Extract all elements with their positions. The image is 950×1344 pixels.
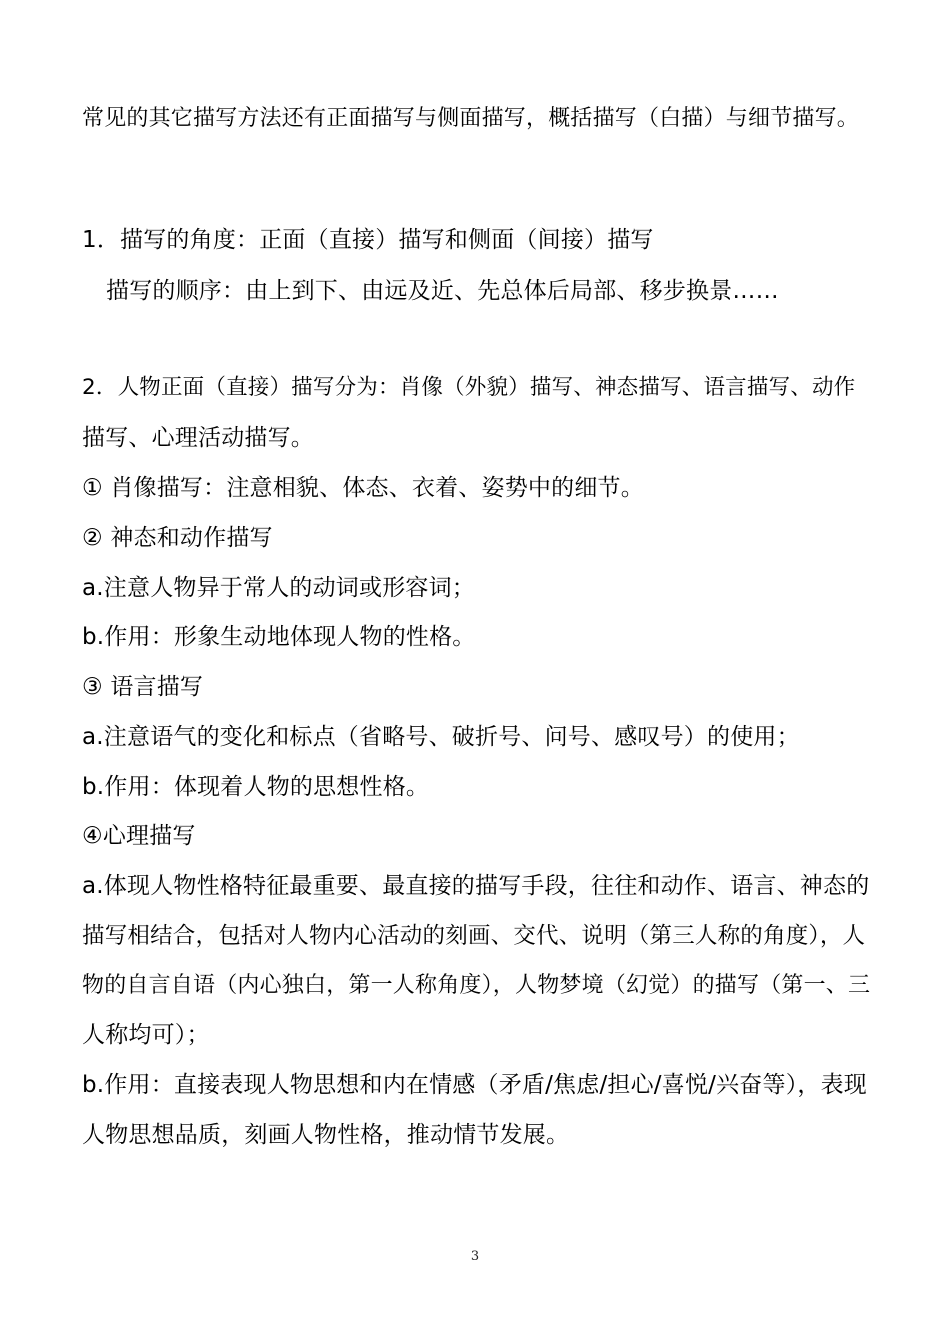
psychology-point-a-line-2: 描写相结合，包括对人物内心活动的刻画、交代、说明（第三人称的角度），人 [82, 923, 866, 949]
speech-point-b: b.作用：体现着人物的思想性格。 [82, 774, 430, 800]
psychology-point-b-line-1: b.作用：直接表现人物思想和内在情感（矛盾/焦虑/担心/喜悦/兴奋等），表现 [82, 1072, 868, 1098]
demeanor-point-b: b.作用：形象生动地体现人物的性格。 [82, 624, 476, 650]
demeanor-point-a: a.注意人物异于常人的动词或形容词； [82, 575, 476, 601]
psychology-point-a-line-1: a.体现人物性格特征最重要、最直接的描写手段，往往和动作、语言、神态的 [82, 873, 870, 899]
demeanor-action-title: ② 神态和动作描写 [82, 525, 273, 551]
portrait-description-item: ① 肖像描写：注意相貌、体态、衣着、姿势中的细节。 [82, 475, 644, 501]
section-1-heading: 1．描写的角度：正面（直接）描写和侧面（间接）描写 [82, 227, 654, 253]
description-order-line: 描写的顺序：由上到下、由远及近、先总体后局部、移步换景…… [106, 278, 779, 304]
section-2-heading-line-2: 描写、心理活动描写。 [82, 425, 314, 451]
psychology-point-a-line-4: 人称均可）； [82, 1022, 210, 1048]
psychology-description-title: ④心理描写 [82, 823, 196, 849]
section-2-heading-line-1: 2．人物正面（直接）描写分为：肖像（外貌）描写、神态描写、语言描写、动作 [82, 375, 856, 400]
speech-description-title: ③ 语言描写 [82, 674, 204, 700]
page-number: 3 [470, 1249, 480, 1264]
psychology-point-b-line-2: 人物思想品质，刻画人物性格，推动情节发展。 [82, 1122, 570, 1148]
psychology-point-a-line-3: 物的自言自语（内心独白，第一人称角度），人物梦境（幻觉）的描写（第一、三 [82, 973, 871, 998]
intro-paragraph: 常见的其它描写方法还有正面描写与侧面描写，概括描写（白描）与细节描写。 [82, 106, 860, 131]
speech-point-a: a.注意语气的变化和标点（省略号、破折号、问号、感叹号）的使用； [82, 724, 800, 750]
